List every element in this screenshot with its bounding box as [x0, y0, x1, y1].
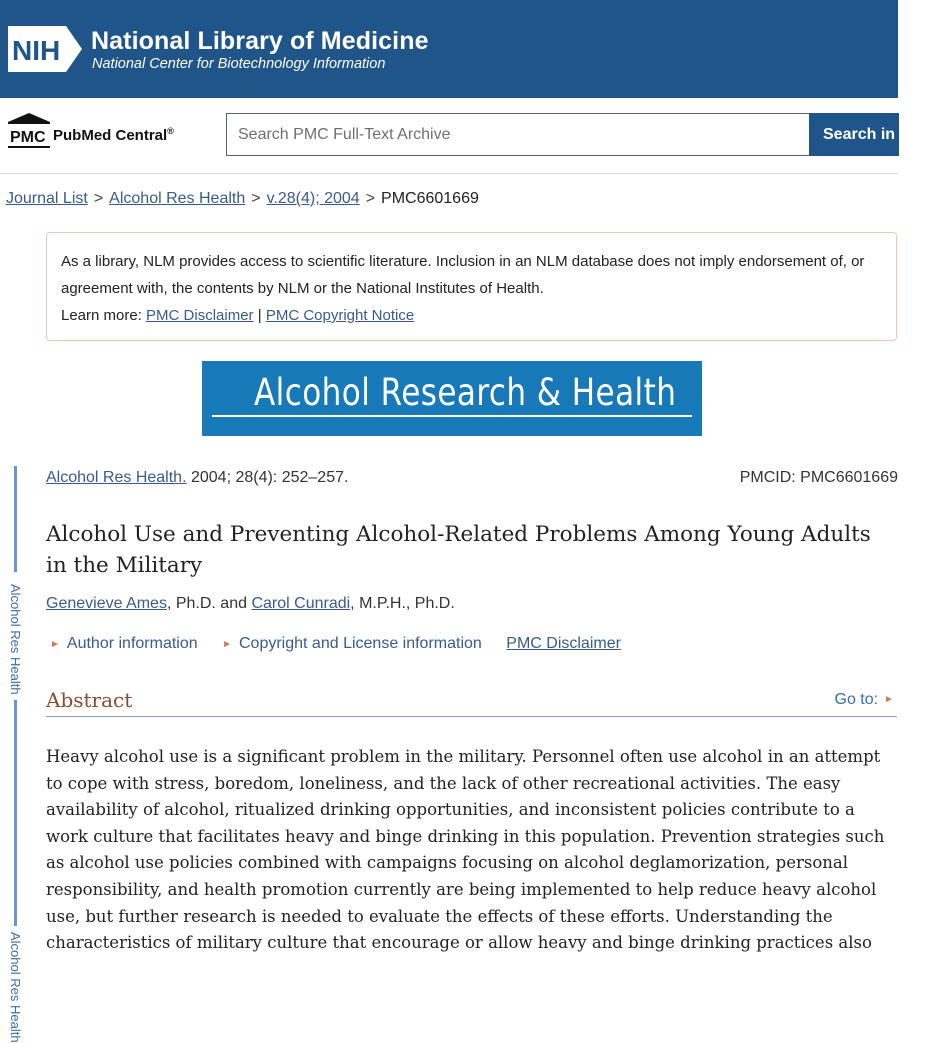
abstract-text: Heavy alcohol use is a significant problem in the military. Personnel often use alcohol in an attempt to cope with stress, boredom, loneliness, and the lack of other recreational activities. The easy availability of alcohol, ritualized drinking opportunities, and inconsistent policies contribute to a work culture that facilitates heavy and binge drinking in this population. Prevention strategies such as alcohol use policies combined with campaigns focusing on alcohol deglamorization, personal responsibility, and health promotion currently are being implemented to help reduce heavy alcohol use, but further research is needed to evaluate the effects of these efforts. Understanding the characteristics of military culture that encourage or allow heavy and binge drinking practices also: [46, 747, 885, 953]
breadcrumb: Journal List > Alcohol Res Health > v.28(4); 2004 > PMC6601669: [6, 190, 479, 207]
pmc-disclaimer-link[interactable]: PMC Disclaimer: [506, 635, 621, 652]
ncbi-subtitle: National Center for Biotechnology Information: [92, 56, 386, 72]
banner-underline: [212, 415, 692, 417]
nlm-title[interactable]: National Library of Medicine: [91, 27, 429, 55]
author-link[interactable]: Genevieve Ames: [46, 595, 167, 612]
journal-banner[interactable]: [202, 361, 702, 436]
pmcid: PMCID: PMC6601669: [739, 469, 898, 486]
citation-details: 2004; 28(4): 252–257.: [190, 469, 349, 486]
rail-line: [14, 700, 17, 926]
abstract-heading: Abstract: [46, 688, 133, 712]
journal-banner-title: Alcohol Research & Health: [254, 371, 677, 414]
triangle-right-icon: ►: [222, 639, 232, 650]
abstract-divider: [46, 716, 897, 717]
pmc-logo-icon[interactable]: [6, 111, 52, 149]
pmc-bar: [0, 98, 935, 174]
article-info-links: [46, 635, 621, 653]
pmc-copyright-notice-link[interactable]: PMC Copyright Notice: [265, 307, 415, 324]
svg-text:PMC: PMC: [10, 129, 46, 146]
citation-line: [46, 469, 348, 487]
nih-header: [0, 0, 898, 98]
nlm-disclaimer-box: [46, 232, 897, 341]
search-input[interactable]: [226, 113, 810, 156]
triangle-right-icon: ►: [50, 639, 60, 650]
article-title: Alcohol Use and Preventing Alcohol-Related Problems Among Young Adults in the Military: [46, 522, 871, 578]
breadcrumb-journal[interactable]: Alcohol Res Health: [109, 190, 246, 207]
rail-line: [14, 466, 17, 572]
authors: Genevieve Ames, Ph.D. and Carol Cunradi, M.P.H., Ph.D.: [46, 595, 455, 612]
breadcrumb-journal-list[interactable]: Journal List: [6, 190, 88, 207]
disclaimer-text: As a library, NLM provides access to scientific literature. Inclusion in an NLM database does not imply endorsement of, or agreement with, the contents by NLM or the National Institutes of Health.: [61, 253, 865, 297]
breadcrumb-current: PMC6601669: [381, 190, 479, 207]
journal-citation-link[interactable]: Alcohol Res Health.: [46, 469, 187, 486]
pmc-name[interactable]: PubMed Central®: [53, 126, 174, 144]
search-button[interactable]: Search in PMC: [809, 113, 899, 156]
rail-journal-label[interactable]: Alcohol Res Health: [8, 584, 23, 695]
nih-logo-icon[interactable]: [6, 24, 84, 74]
breadcrumb-issue[interactable]: v.28(4); 2004: [266, 190, 360, 207]
rail-journal-label[interactable]: Alcohol Res Health: [8, 932, 23, 1043]
goto-menu[interactable]: Go to: ►: [834, 691, 894, 708]
disclaimer-learn-more: Learn more: PMC Disclaimer | PMC Copyright Notice: [61, 307, 415, 324]
triangle-right-icon: ►: [884, 694, 894, 705]
copyright-license-toggle[interactable]: ► Copyright and License information: [222, 635, 482, 652]
author-link[interactable]: Carol Cunradi: [251, 595, 351, 612]
pmc-disclaimer-link[interactable]: PMC Disclaimer: [146, 307, 254, 324]
svg-text:NIH: NIH: [12, 35, 61, 66]
author-information-toggle[interactable]: ► Author information: [50, 635, 198, 652]
